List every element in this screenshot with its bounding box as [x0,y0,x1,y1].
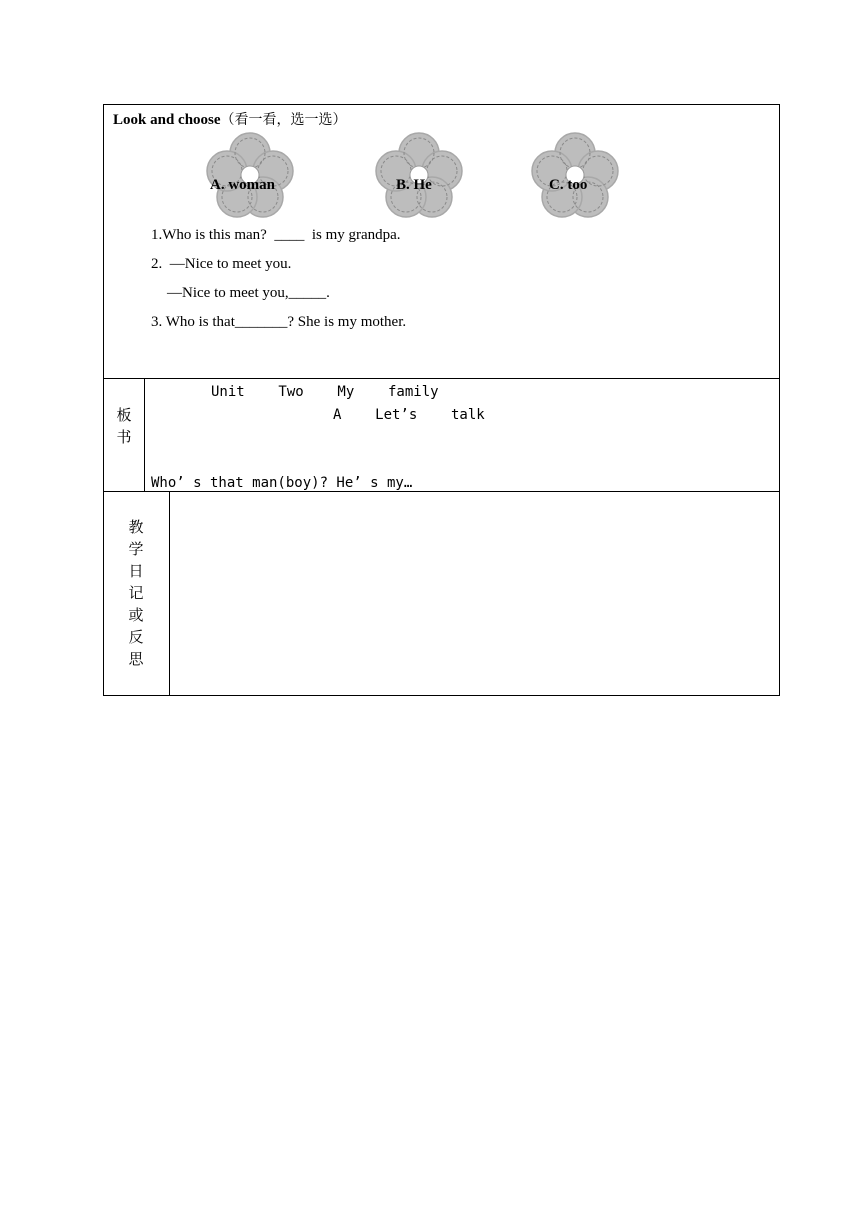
option-b-flower [374,131,464,221]
option-b-label: B. He [396,177,432,193]
question-2-line-2: —Nice to meet you,_____. [167,285,330,301]
option-a-flower [205,131,295,221]
board-writing-section [103,378,780,492]
column-divider [144,379,145,491]
diary-label: 教学日记或反思 [128,518,144,668]
flower-icon [205,131,295,221]
column-divider [169,492,170,695]
board-label: 板书 [116,406,132,446]
flower-icon [530,131,620,221]
teaching-diary-section [103,491,780,696]
question-1: 1.Who is this man? ____ is my grandpa. [151,227,401,243]
board-line-lesson: A Let’s talk [333,407,485,423]
option-c-label: C. too [549,177,588,193]
option-c-flower [530,131,620,221]
board-line-unit: Unit Two My family [211,384,439,400]
option-a-label: A. woman [210,177,276,193]
question-2-line-1: 2. —Nice to meet you. [151,256,292,272]
exercise-title [113,109,347,129]
board-line-sentence: Who’ s that man(boy)? He’ s my… [151,475,413,491]
exercise-title-cn: （看一看，选一选） [220,112,347,128]
exercise-section [103,104,780,379]
exercise-title-en: Look and choose [113,112,221,128]
flower-icon [374,131,464,221]
question-3: 3. Who is that_______? She is my mother. [151,314,407,330]
